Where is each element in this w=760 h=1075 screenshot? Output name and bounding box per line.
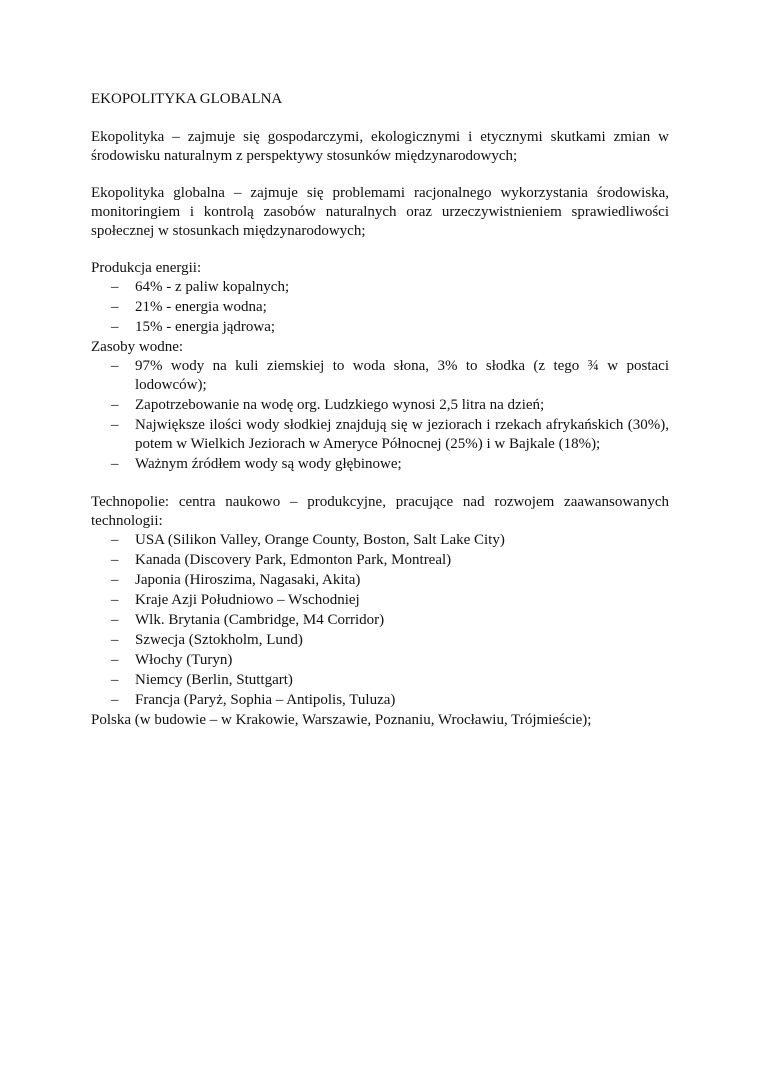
list-item [91,416,669,454]
dash-bullet: – [111,532,119,548]
list-item-text: Ważnym źródłem wody są wody głębinowe; [135,456,402,472]
list-item [91,651,669,670]
dash-bullet: – [111,319,119,335]
list-item-text: USA (Silikon Valley, Orange County, Boston, Salt Lake City) [135,532,505,548]
list-item [91,631,669,650]
list-item-text: Wlk. Brytania (Cambridge, M4 Corridor) [135,612,385,628]
list-item-text: Francja (Paryż, Sophia – Antipolis, Tuluza) [135,692,396,708]
paragraph-gap [91,166,669,184]
energy-label: Produkcja energii: [91,260,202,276]
list-item-text: 15% - energia jądrowa; [135,319,276,335]
list-item [91,357,669,395]
list-item [91,671,669,690]
paragraph-ekopolityka-globalna: Ekopolityka globalna – zajmuje się problemami racjonalnego wykorzystania środowiska, monitoringiem i kontrolą zasobów naturalnych oraz urzeczywistnieniem sprawiedliwości społecznej w stosunkach międzynarodowych; [91,185,669,239]
dash-bullet: – [111,692,119,708]
dash-bullet: – [111,672,119,688]
dash-bullet: – [111,397,119,413]
list-item [91,298,669,317]
list-item [91,531,669,550]
paragraph-gap [91,475,669,493]
list-item [91,318,669,337]
technopolie-footer: Polska (w budowie – w Krakowie, Warszawie, Poznaniu, Wrocławiu, Trójmieście); [91,712,592,728]
list-item [91,551,669,570]
list-item-text: Szwecja (Sztokholm, Lund) [135,632,303,648]
list-item-text: Niemcy (Berlin, Stuttgart) [135,672,293,688]
technopolie-label: Technopolie: centra naukowo – produkcyjne, pracujące nad rozwojem zaawansowanych technologii: [91,494,669,529]
list-item [91,571,669,590]
list-item-text: Zapotrzebowanie na wodę org. Ludzkiego wynosi 2,5 litra na dzień; [135,397,545,413]
list-item-text: Kanada (Discovery Park, Edmonton Park, Montreal) [135,552,452,568]
paragraph-ekopolityka: Ekopolityka – zajmuje się gospodarczymi, ekologicznymi i etycznymi skutkami zmian w środowisku naturalnym z perspektywy stosunków międzynarodowych; [91,129,669,164]
dash-bullet: – [111,417,119,433]
dash-bullet: – [111,572,119,588]
dash-bullet: – [111,456,119,472]
list-item [91,396,669,415]
list-item [91,691,669,710]
document-title: EKOPOLITYKA GLOBALNA [91,91,283,107]
list-item [91,455,669,474]
dash-bullet: – [111,652,119,668]
list-item [91,591,669,610]
water-list [91,357,669,474]
list-item-text: Włochy (Turyn) [135,652,233,668]
dash-bullet: – [111,279,119,295]
list-item [91,278,669,297]
document-page [91,90,669,730]
dash-bullet: – [111,552,119,568]
dash-bullet: – [111,299,119,315]
list-item-text: Największe ilości wody słodkiej znajdują się w jeziorach i rzekach afrykańskich (30%), potem w Wielkich Jeziorach w Ameryce Północnej (25%) i w Bajkale (18%); [135,417,669,452]
paragraph-gap [91,241,669,259]
list-item-text: Kraje Azji Południowo – Wschodniej [135,592,360,608]
dash-bullet: – [111,358,119,374]
list-item-text: 64% - z paliw kopalnych; [135,279,290,295]
list-item [91,611,669,630]
list-item-text: Japonia (Hiroszima, Nagasaki, Akita) [135,572,361,588]
technopolie-list [91,531,669,710]
dash-bullet: – [111,632,119,648]
water-label: Zasoby wodne: [91,339,184,355]
energy-list [91,278,669,337]
dash-bullet: – [111,592,119,608]
list-item-text: 21% - energia wodna; [135,299,267,315]
list-item-text: 97% wody na kuli ziemskiej to woda słona, 3% to słodka (z tego ¾ w postaci lodowców); [135,358,669,393]
dash-bullet: – [111,612,119,628]
